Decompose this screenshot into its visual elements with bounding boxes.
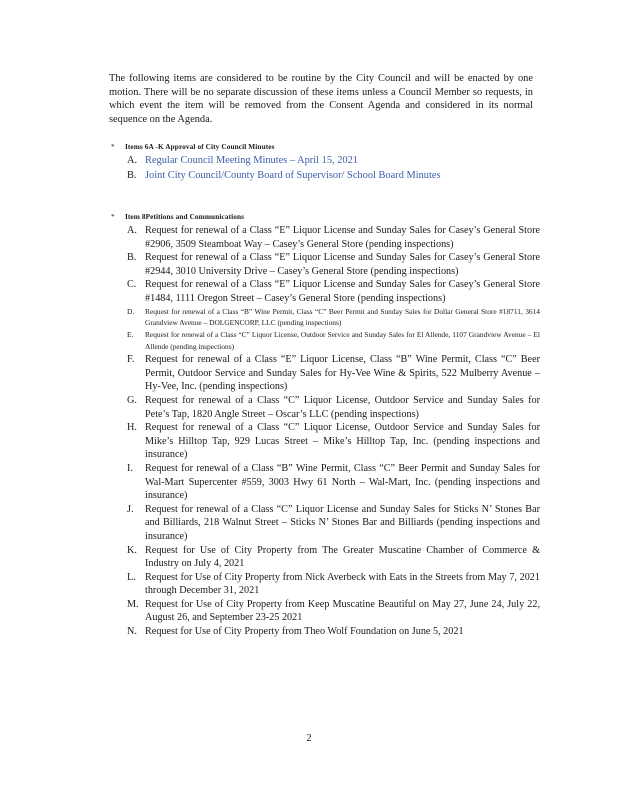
item-letter: A. [127,155,138,166]
item-letter: A. [127,225,137,236]
item-letter: C. [127,279,137,291]
consent-agenda-intro: The following items are considered to be routine by the City Council and will be enacted by one motion. There will be no separate discussion of these items unless a Council Member so requests, in which event the item will be removed from the Consent Agenda and considered in its normal sequence on the Agenda. [109,73,533,125]
minutes-item[interactable] [127,169,540,184]
petition-item [127,598,540,625]
petition-text: Request for renewal of a Class “C” Liquor License, Outdoor Service and Sunday Sales for El Allende, 1107 Grandview Avenue – El Allende (pending inspections) [145,330,540,352]
minutes-link[interactable]: Regular Council Meeting Minutes – April 15, 2021 [145,155,358,166]
item-letter: N. [127,626,137,638]
petition-item [127,421,540,462]
consent-marker: * [111,212,115,221]
petition-text: Request for renewal of a Class “B” Wine Permit, Class “C” Beer Permit and Sunday Sales for Wal-Mart Supercenter #559, 3003 Hwy 61 North – Wal-Mart, Inc. (pending inspections and insurance) [145,462,540,502]
item-letter: B. [127,252,137,264]
item-letter: I. [127,462,133,474]
petition-text: Request for renewal of a Class “C” Liquor License and Sunday Sales for Sticks N’ Stones Bar and Billiards, 218 Walnut Street – Sticks N’ Stones Bar and Billiards (pending inspections and insurance) [145,503,540,542]
consent-marker: * [111,142,115,151]
petition-text: Request for renewal of a Class “C” Liquor License, Outdoor Service and Sunday Sales for Mike’s Hilltop Tap, 929 Lucas Street – Mike’s Hilltop Tap, Inc. (pending inspections and insurance) [145,422,540,461]
item-letter: H. [127,422,137,434]
item-letter: G. [127,394,137,406]
petition-text: Request for renewal of a Class “E” Liquor License and Sunday Sales for Casey’s General Store #1484, 1111 Oregon Street – Casey’s General Store (pending inspections) [145,279,540,304]
petition-text: Request for Use of City Property from Keep Muscatine Beautiful on May 27, June 24, July 22, August 26, and September 23-25 2021 [145,598,540,624]
petition-item [127,353,540,394]
item-letter: B. [127,169,137,181]
petition-text: Request for renewal of a Class “E” Liquor License and Sunday Sales for Casey’s General Store #2906, 3509 Steamboat Way – Casey’s General Store (pending inspections) [145,225,540,250]
item-letter: F. [127,354,135,366]
petition-item [127,462,540,503]
petition-text: Request for renewal of a Class “B” Wine Permit, Class “C” Beer Permit and Sunday Sales for Dollar General Store #18711, 3614 Grandview Avenue – DOLGENCORP, LLC (pending inspections) [145,306,540,328]
item-letter: D. [127,306,135,316]
minutes-section-heading [111,142,275,151]
petition-item [127,306,540,330]
item-letter: M. [127,598,139,610]
minutes-link[interactable]: Joint City Council/County Board of Supervisor/ School Board Minutes [145,169,441,181]
petition-text: Request for Use of City Property from The Greater Muscatine Chamber of Commerce & Industry on July 4, 2021 [145,544,540,570]
petition-item [127,394,540,421]
item-letter: L. [127,571,136,583]
petition-item [127,224,540,251]
item-letter: E. [127,330,134,340]
petition-text: Request for Use of City Property from Nick Averbeck with Eats in the Streets from May 7, 2021 through December 31, 2021 [145,571,540,597]
petitions-section-heading [111,212,244,221]
item-letter: K. [127,544,137,556]
petition-item [127,544,540,571]
item-letter: J. [127,503,134,515]
petitions-list [127,224,540,639]
petition-text: Request for renewal of a Class “E” Liquor License and Sunday Sales for Casey’s General Store #2944, 3010 University Drive – Casey’s General Store (pending inspections) [145,252,540,277]
petition-item [127,251,540,278]
minutes-heading-text: Items 6A -K Approval of City Council Minutes [124,142,275,151]
petition-item [127,503,540,544]
petition-text: Request for renewal of a Class “E” Liquor License, Class “B” Wine Permit, Class “C” Beer Permit, Outdoor Service and Sunday Sales for Hy-Vee Wine & Spirits, 522 Mulberry Avenue – Hy-Vee, Inc. (pending inspections) [145,354,540,393]
petition-item [127,571,540,598]
petition-item [127,625,540,639]
page-number: 2 [306,733,312,744]
petition-text: Request for renewal of a Class “C” Liquor License, Outdoor Service and Sunday Sales for Pete’s Tap, 1820 Angle Street – Oscar’s LLC (pending inspections) [145,394,540,420]
minutes-item[interactable] [127,154,540,169]
petition-item [127,329,540,353]
petition-item [127,278,540,305]
petition-text: Request for Use of City Property from Theo Wolf Foundation on June 5, 2021 [145,626,464,638]
minutes-list [127,154,540,183]
petitions-heading-text: Item 8Petitions and Communications [124,212,245,221]
